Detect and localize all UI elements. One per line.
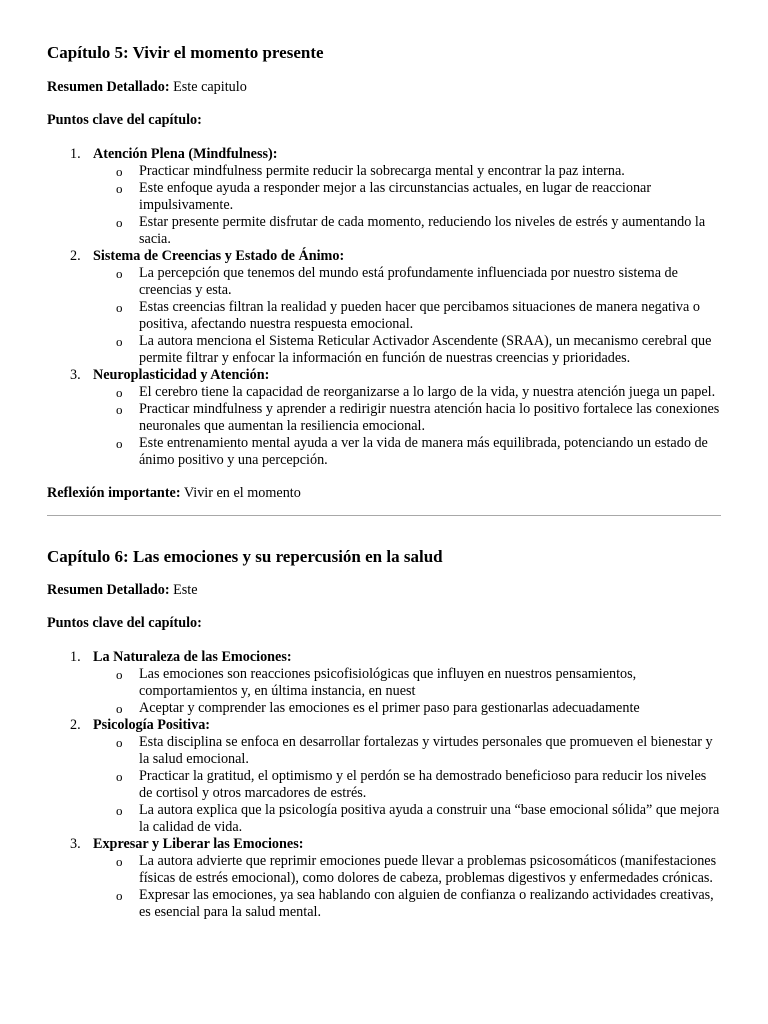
chapter-6-summary (47, 582, 721, 599)
key-point (93, 836, 721, 921)
sub-point: o Aceptar y comprender las emociones es el primer paso para gestionarlas adecuadamente (139, 700, 721, 717)
key-point-title: Psicología Positiva: (93, 717, 211, 733)
key-points-label: Puntos clave del capítulo: (47, 112, 202, 128)
sub-point: o Expresar las emociones, ya sea hablando con alguien de confianza o realizando actividades creativas, es esencial para la salud mental. (139, 887, 721, 921)
sub-point: o La autora advierte que reprimir emociones puede llevar a problemas psicosomáticos (manifestaciones físicas de estrés emocional), como dolores de cabeza, problemas digestivos y enfermedades crónicas. (139, 853, 721, 887)
summary-label: Resumen Detallado: (47, 79, 170, 95)
sub-point-list (93, 163, 721, 248)
summary-text: Este (169, 582, 198, 598)
key-point (93, 717, 721, 836)
key-point (93, 367, 721, 469)
sub-point-list (93, 734, 721, 836)
section-divider (47, 515, 721, 516)
sub-point: o Las emociones son reacciones psicofisiológicas que influyen en nuestros pensamientos, comportamientos y, en última instancia, en nuest (139, 666, 721, 700)
chapter-5-key-points-heading (47, 112, 721, 129)
sub-point: o La autora explica que la psicología positiva ayuda a construir una “base emocional sólida” que mejora la calidad de vida. (139, 802, 721, 836)
chapter-6-title: Capítulo 6: Las emociones y su repercusión en la salud (47, 547, 443, 566)
sub-point: o La autora menciona el Sistema Reticular Activador Ascendente (SRAA), un mecanismo cerebral que permite filtrar y enfocar la información en función de nuestras creencias y prioridades. (139, 333, 721, 367)
key-point (93, 649, 721, 717)
summary-text: Este capitulo (169, 79, 247, 95)
chapter-6-key-points-heading (47, 615, 721, 632)
key-point-title: Atención Plena (Mindfulness): (93, 146, 278, 162)
chapter-5-key-points (47, 146, 721, 469)
key-point-title: Sistema de Creencias y Estado de Ánimo: (93, 248, 345, 264)
sub-point: o Estar presente permite disfrutar de cada momento, reduciendo los niveles de estrés y aumentando la sacia. (139, 214, 721, 248)
chapter-5 (47, 0, 721, 502)
reflection-text: Vivir en el momento (180, 485, 301, 501)
sub-point: o La percepción que tenemos del mundo está profundamente influenciada por nuestro sistema de creencias y esta. (139, 265, 721, 299)
sub-point: o El cerebro tiene la capacidad de reorganizarse a lo largo de la vida, y nuestra atención juega un papel. (139, 384, 721, 401)
sub-point: o Esta disciplina se enfoca en desarrollar fortalezas y virtudes personales que promueven el bienestar y la salud emocional. (139, 734, 721, 768)
chapter-6 (47, 546, 721, 921)
sub-point-list (93, 384, 721, 469)
summary-label: Resumen Detallado: (47, 582, 170, 598)
key-point (93, 248, 721, 367)
sub-point: o Practicar mindfulness permite reducir la sobrecarga mental y encontrar la paz interna. (139, 163, 721, 180)
sub-point: o Este entrenamiento mental ayuda a ver la vida de manera más equilibrada, potenciando un estado de ánimo positivo y una percepción. (139, 435, 721, 469)
sub-point: o Este enfoque ayuda a responder mejor a las circunstancias actuales, en lugar de reaccionar impulsivamente. (139, 180, 721, 214)
key-point-title: Neuroplasticidad y Atención: (93, 367, 270, 383)
chapter-6-key-points (47, 649, 721, 921)
sub-point: o Estas creencias filtran la realidad y pueden hacer que percibamos situaciones de manera negativa o positiva, afectando nuestra respuesta emocional. (139, 299, 721, 333)
key-point (93, 146, 721, 248)
chapter-5-summary (47, 79, 721, 96)
key-point-title: La Naturaleza de las Emociones: (93, 649, 292, 665)
chapter-5-title: Capítulo 5: Vivir el momento presente (47, 43, 324, 62)
sub-point: o Practicar la gratitud, el optimismo y el perdón se ha demostrado beneficioso para reducir los niveles de cortisol y otros marcadores de estrés. (139, 768, 721, 802)
sub-point: o Practicar mindfulness y aprender a redirigir nuestra atención hacia lo positivo fortalece las conexiones neuronales que aumentan la resiliencia emocional. (139, 401, 721, 435)
sub-point-list (93, 265, 721, 367)
sub-point-list (93, 853, 721, 921)
key-point-title: Expresar y Liberar las Emociones: (93, 836, 304, 852)
key-points-label: Puntos clave del capítulo: (47, 615, 202, 631)
sub-point-list (93, 666, 721, 717)
reflection-label: Reflexión importante: (47, 485, 181, 501)
chapter-5-reflection (47, 485, 721, 502)
